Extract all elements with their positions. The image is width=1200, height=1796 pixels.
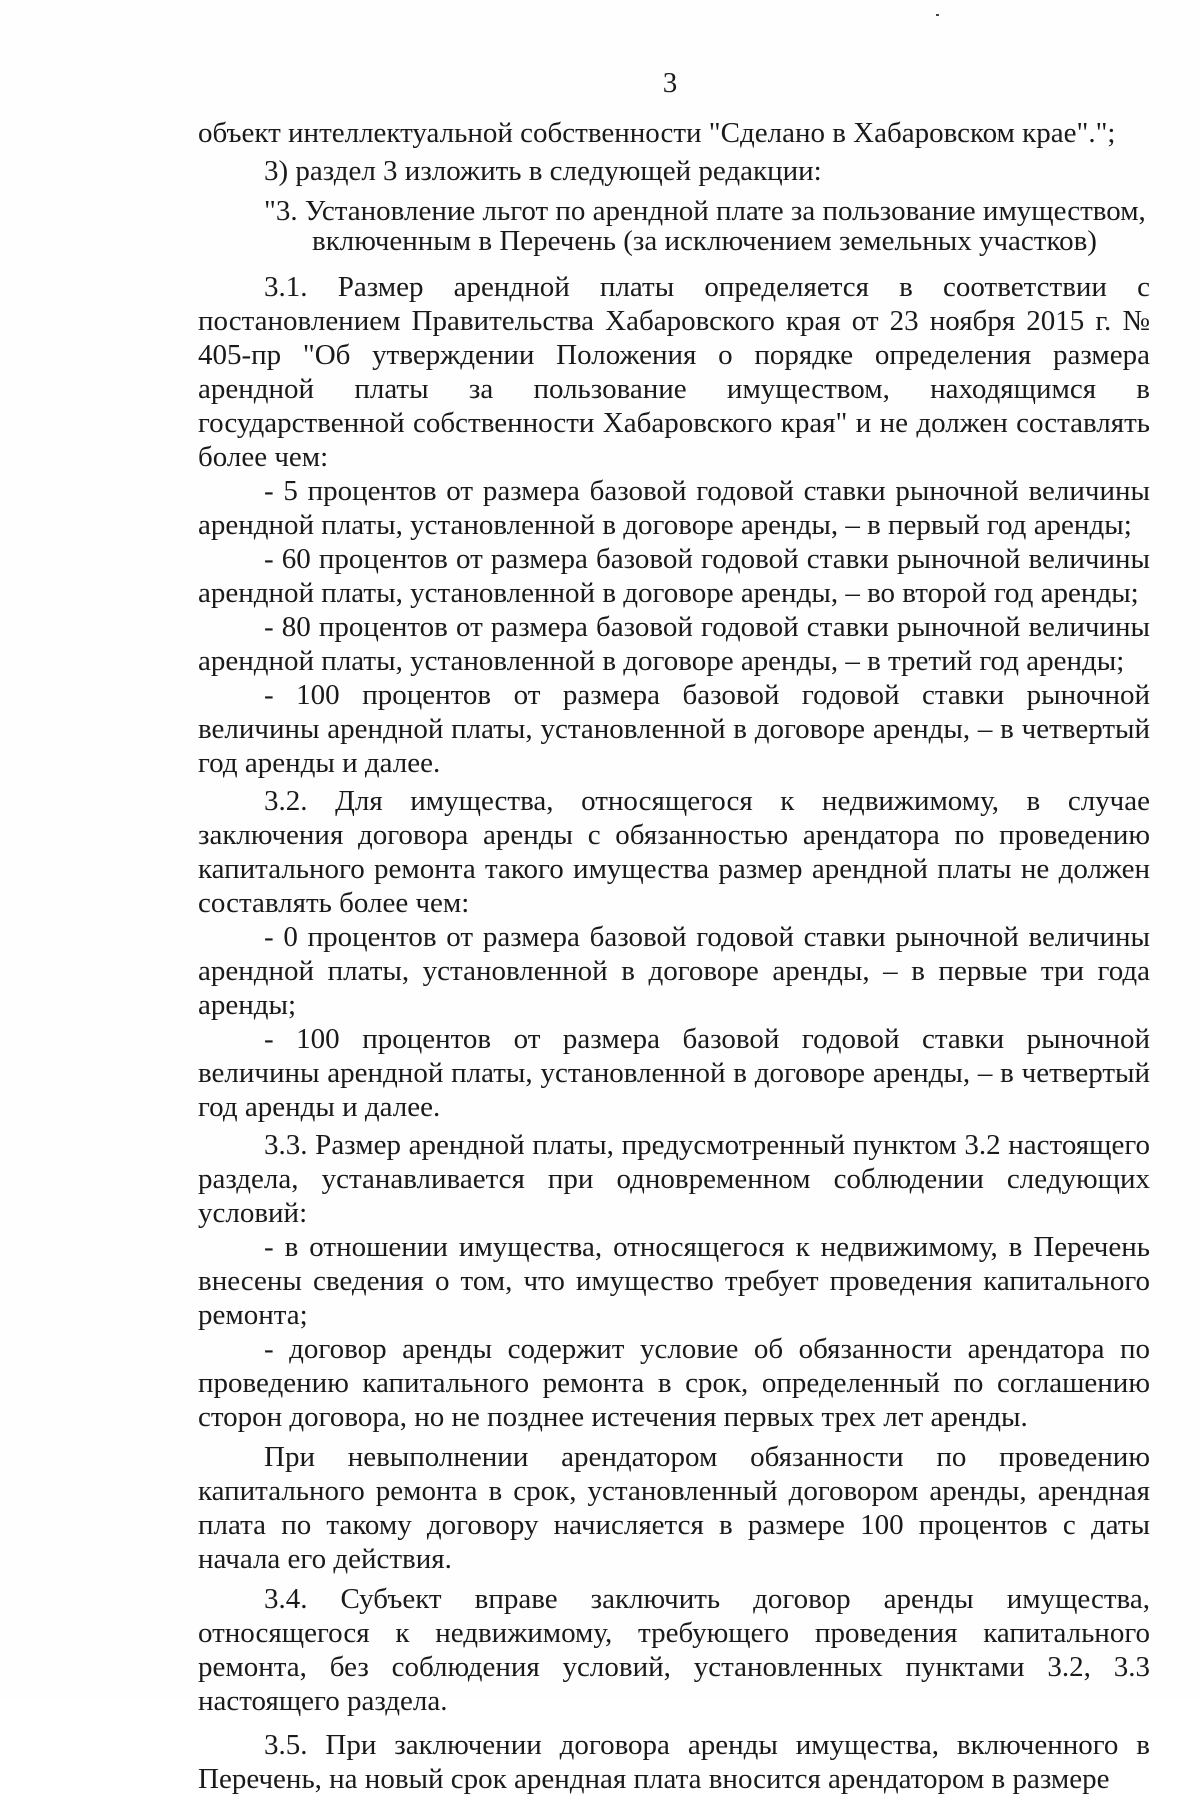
paragraph-3-2: 3.2. Для имущества, относящегося к недвижимому, в случае заключения договора аренды с обязанностью арендатора по проведению капитального ремонта такого имущества размер арендной платы не должен составлять более чем: [198,785,1150,919]
paragraph-amendment-intro: 3) раздел 3 изложить в следующей редакции: [264,155,822,187]
list-item-100-percent-repair: - 100 процентов от размера базовой годовой ставки рыночной величины арендной платы, установленной в договоре аренды, – в четвертый год аренды и далее. [198,1023,1150,1123]
list-item-5-percent: - 5 процентов от размера базовой годовой ставки рыночной величины арендной платы, установленной в договоре аренды, – в первый год аренды; [198,475,1150,541]
paragraph-non-fulfillment: При невыполнении арендатором обязанности по проведению капитального ремонта в срок, установленный договором аренды, арендная плата по такому договору начисляется в размере 100 процентов с даты начала его действия. [198,1441,1150,1575]
list-item-80-percent: - 80 процентов от размера базовой годовой ставки рыночной величины арендной платы, установленной в договоре аренды, – в третий год аренды; [198,611,1150,677]
paragraph-continuation: объект интеллектуальной собственности "Сделано в Хабаровском крае"."; [198,117,1116,149]
list-item-100-percent: - 100 процентов от размера базовой годовой ставки рыночной величины арендной платы, установленной в договоре аренды, – в четвертый год аренды и далее. [198,679,1150,779]
page-number: 3 [662,67,678,99]
section-heading [198,196,1150,256]
section-heading-line-1: "3. Установление льгот по арендной плате за пользование имуществом, [264,195,1146,227]
paragraph-3-1: 3.1. Размер арендной платы определяется в соответствии с постановлением Правительства Хабаровского края от 23 ноября 2015 г. № 405-пр "Об утверждении Положения о порядке определения размера арендной платы за пользование имуществом, находящимся в государственной собственности Хабаровского края" и не должен составлять более чем: [198,271,1150,473]
list-item-condition-contract: - договор аренды содержит условие об обязанности арендатора по проведению капитального ремонта в срок, определенный по соглашению сторон договора, но не позднее истечения первых трех лет аренды. [198,1333,1150,1433]
list-item-0-percent: - 0 процентов от размера базовой годовой ставки рыночной величины арендной платы, установленной в договоре аренды, – в первые три года аренды; [198,921,1150,1021]
document-body [198,116,1150,1796]
list-item-60-percent: - 60 процентов от размера базовой годовой ставки рыночной величины арендной платы, установленной в договоре аренды, – во второй год аренды; [198,543,1150,609]
list-item-condition-register: - в отношении имущества, относящегося к недвижимому, в Перечень внесены сведения о том, что имущество требует проведения капитального ремонта; [198,1231,1150,1331]
scan-mark [936,14,939,16]
paragraph-3-4: 3.4. Субъект вправе заключить договор аренды имущества, относящегося к недвижимому, требующего проведения капитального ремонта, без соблюдения условий, установленных пунктами 3.2, 3.3 настоящего раздела. [198,1583,1150,1717]
paragraph-3-3: 3.3. Размер арендной платы, предусмотренный пунктом 3.2 настоящего раздела, устанавливается при одновременном соблюдении следующих условий: [198,1129,1150,1229]
section-heading-line-2: включенным в Перечень (за исключением земельных участков) [312,225,1097,257]
paragraph-3-5: 3.5. При заключении договора аренды имущества, включенного в Перечень, на новый срок арендная плата вносится арендатором в размере [198,1729,1150,1795]
